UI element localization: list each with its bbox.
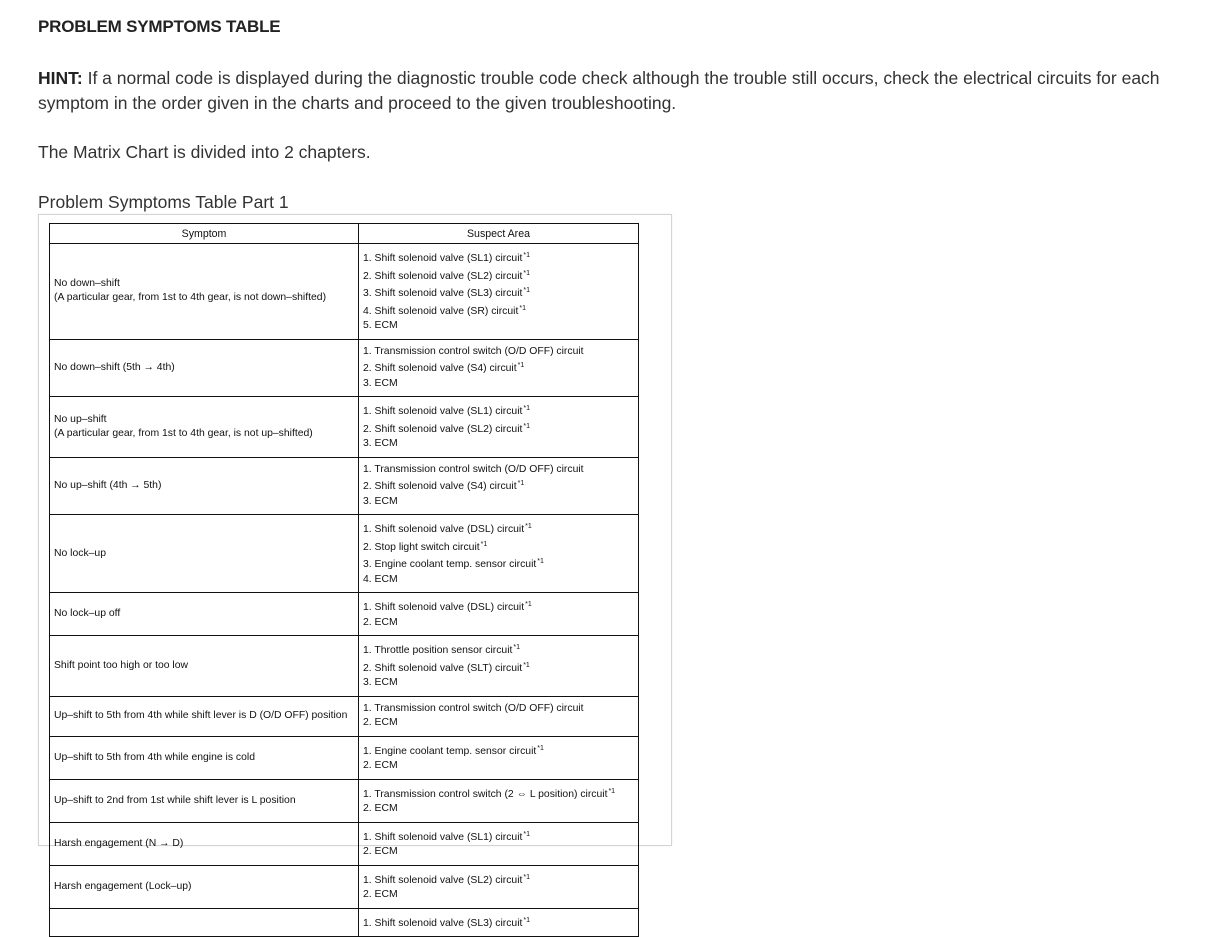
suspect-area-text: 4. Shift solenoid valve (SR) circuit <box>363 305 519 317</box>
suspect-area-text: 1. Shift solenoid valve (DSL) circuit <box>363 524 525 535</box>
matrix-chart-note: The Matrix Chart is divided into 2 chapters. <box>38 142 371 162</box>
footnote-marker: *1 <box>523 269 531 277</box>
suspect-area-item <box>363 463 634 478</box>
table-row <box>50 822 639 865</box>
suspect-area-item <box>363 888 634 903</box>
suspect-area-item <box>363 573 634 588</box>
hint-paragraph <box>38 66 1198 116</box>
hint-label: HINT: <box>38 68 83 88</box>
symptom-line: Up–shift to 5th from 4th while engine is cold <box>54 751 255 763</box>
suspect-area-item <box>363 616 634 631</box>
suspect-area-item <box>363 420 634 438</box>
footnote-marker: *1 <box>513 644 521 651</box>
page-heading: PROBLEM SYMPTOMS TABLE <box>38 17 281 36</box>
suspect-area-cell <box>359 457 639 515</box>
symptom-cell <box>50 908 359 937</box>
suspect-area-text: 1. Shift solenoid valve (SL3) circuit <box>363 917 523 929</box>
table-row <box>50 593 639 636</box>
suspect-area-text: 3. ECM <box>363 677 398 688</box>
table-row <box>50 865 639 908</box>
table-row <box>50 736 639 779</box>
footnote-marker: *1 <box>523 830 531 838</box>
suspect-area-cell <box>359 397 639 458</box>
footnote-marker: *1 <box>523 252 531 259</box>
footnote-marker: *1 <box>537 558 544 565</box>
suspect-area-item <box>363 716 634 731</box>
suspect-area-text: 2. ECM <box>363 760 398 771</box>
symptom-cell <box>50 779 359 822</box>
table-row <box>50 779 639 822</box>
suspect-area-item <box>363 520 634 538</box>
suspect-area-item <box>363 659 634 677</box>
suspect-area-text: 3. Shift solenoid valve (SL3) circuit <box>363 288 523 299</box>
symptom-cell <box>50 593 359 636</box>
table-caption: Problem Symptoms Table Part 1 <box>38 192 289 212</box>
suspect-area-cell <box>359 593 639 636</box>
symptom-line: (A particular gear, from 1st to 4th gear, is not up–shifted) <box>54 427 313 439</box>
suspect-area-text: 3. Engine coolant temp. sensor circuit <box>363 559 537 570</box>
footnote-marker: *1 <box>517 480 525 487</box>
table-row <box>50 244 639 340</box>
suspect-area-text: 3. ECM <box>363 377 398 389</box>
suspect-area-text: 1. Throttle position sensor circuit <box>363 645 513 656</box>
suspect-area-text: 2. Stop light switch circuit <box>363 541 480 553</box>
symptom-cell <box>50 244 359 340</box>
symptom-cell <box>50 822 359 865</box>
footnote-marker: *1 <box>519 304 526 312</box>
suspect-area-item <box>363 555 634 573</box>
suspect-area-cell <box>359 636 639 697</box>
footnote-marker: *1 <box>525 523 532 530</box>
suspect-area-item <box>363 302 634 320</box>
header-symptom: Symptom <box>50 224 359 244</box>
suspect-area-text: 2. ECM <box>363 889 398 900</box>
suspect-area-text: 1. Shift solenoid valve (SL2) circuit <box>363 874 523 886</box>
suspect-area-item <box>363 437 634 452</box>
suspect-area-item <box>363 742 634 760</box>
suspect-area-text: 1. Shift solenoid valve (SL1) circuit <box>363 831 523 843</box>
suspect-area-item <box>363 914 634 932</box>
suspect-area-item <box>363 402 634 420</box>
suspect-area-text: 1. Transmission control switch (O/D OFF) circuit <box>363 702 584 714</box>
suspect-area-item <box>363 676 634 691</box>
suspect-area-text: 2. ECM <box>363 846 398 857</box>
symptom-line: Harsh engagement (Lock–up) <box>54 880 192 892</box>
header-suspect-area: Suspect Area <box>359 224 639 244</box>
table-row <box>50 908 639 937</box>
symptoms-table-image <box>38 214 672 929</box>
footnote-marker: *1 <box>523 661 530 669</box>
footnote-marker: *1 <box>608 787 616 795</box>
suspect-area-text: 1. Shift solenoid valve (SL1) circuit <box>363 253 523 264</box>
suspect-area-item <box>363 828 634 846</box>
suspect-area-cell <box>359 696 639 736</box>
footnote-marker: *1 <box>523 916 531 924</box>
symptom-cell <box>50 736 359 779</box>
footnote-marker: *1 <box>523 287 531 294</box>
suspect-area-item <box>363 345 634 360</box>
suspect-area-cell <box>359 515 639 593</box>
suspect-area-item <box>363 477 634 495</box>
symptom-line: No lock–up <box>54 547 106 559</box>
suspect-area-item <box>363 845 634 860</box>
suspect-area-text: 2. Shift solenoid valve (SL2) circuit <box>363 270 523 282</box>
suspect-area-item <box>363 284 634 302</box>
suspect-area-text: 2. ECM <box>363 616 398 628</box>
suspect-area-item <box>363 319 634 334</box>
symptom-line: Shift point too high or too low <box>54 659 189 671</box>
suspect-area-text: 3. ECM <box>363 438 398 449</box>
suspect-area-cell <box>359 865 639 908</box>
symptom-cell <box>50 515 359 593</box>
suspect-area-item <box>363 641 634 659</box>
suspect-area-item <box>363 702 634 717</box>
suspect-area-text: 2. Shift solenoid valve (S4) circuit <box>363 481 517 492</box>
suspect-area-text: 1. Transmission control switch (2 ⇔ L position) circuit <box>363 788 608 800</box>
suspect-area-text: 1. Transmission control switch (O/D OFF) circuit <box>363 463 584 475</box>
footnote-marker: *1 <box>525 601 532 608</box>
footnote-marker: *1 <box>523 422 531 430</box>
suspect-area-item <box>363 598 634 616</box>
suspect-area-text: 2. Shift solenoid valve (SL2) circuit <box>363 423 523 435</box>
symptom-line: Harsh engagement (N → D) <box>54 837 184 849</box>
suspect-area-item <box>363 249 634 267</box>
table-row <box>50 636 639 697</box>
suspect-area-text: 1. Shift solenoid valve (SL1) circuit <box>363 406 523 417</box>
suspect-area-text: 4. ECM <box>363 573 398 585</box>
symptom-line: Up–shift to 2nd from 1st while shift lever is L position <box>54 794 296 806</box>
symptom-cell <box>50 339 359 397</box>
footnote-marker: *1 <box>480 540 488 548</box>
suspect-area-text: 2. Shift solenoid valve (SLT) circuit <box>363 662 523 674</box>
symptom-line: No up–shift (4th → 5th) <box>54 479 162 491</box>
table-row <box>50 339 639 397</box>
suspect-area-text: 3. ECM <box>363 495 398 507</box>
suspect-area-cell <box>359 908 639 937</box>
symptom-cell <box>50 397 359 458</box>
table-row <box>50 696 639 736</box>
problem-symptoms-table <box>49 223 639 937</box>
suspect-area-text: 1. Engine coolant temp. sensor circuit <box>363 745 537 757</box>
suspect-area-item <box>363 871 634 889</box>
suspect-area-item <box>363 495 634 510</box>
table-row <box>50 515 639 593</box>
suspect-area-item <box>363 785 634 803</box>
suspect-area-cell <box>359 736 639 779</box>
suspect-area-text: 5. ECM <box>363 320 398 331</box>
footnote-marker: *1 <box>523 405 531 412</box>
suspect-area-text: 2. ECM <box>363 803 398 814</box>
symptom-cell <box>50 636 359 697</box>
suspect-area-item <box>363 377 634 392</box>
footnote-marker: *1 <box>537 744 544 752</box>
table-header-row <box>50 224 639 244</box>
symptom-line: (A particular gear, from 1st to 4th gear, is not down–shifted) <box>54 292 327 304</box>
symptom-line: Up–shift to 5th from 4th while shift lever is D (O/D OFF) position <box>54 710 348 721</box>
suspect-area-cell <box>359 822 639 865</box>
table-row <box>50 397 639 458</box>
suspect-area-item <box>363 802 634 817</box>
symptom-cell <box>50 457 359 515</box>
symptom-line: No lock–up off <box>54 608 121 619</box>
suspect-area-item <box>363 267 634 285</box>
footnote-marker: *1 <box>517 362 525 369</box>
suspect-area-text: 2. Shift solenoid valve (S4) circuit <box>363 363 517 374</box>
suspect-area-item <box>363 359 634 377</box>
symptom-cell <box>50 696 359 736</box>
suspect-area-text: 1. Transmission control switch (O/D OFF) circuit <box>363 345 584 357</box>
suspect-area-item <box>363 759 634 774</box>
symptom-line: No down–shift <box>54 278 120 290</box>
suspect-area-cell <box>359 244 639 340</box>
symptom-line: No up–shift <box>54 413 107 425</box>
suspect-area-cell <box>359 779 639 822</box>
table-row <box>50 457 639 515</box>
suspect-area-text: 2. ECM <box>363 717 398 728</box>
table-body <box>50 244 639 937</box>
footnote-marker: *1 <box>523 873 531 881</box>
suspect-area-cell <box>359 339 639 397</box>
hint-text: If a normal code is displayed during the diagnostic trouble code check although the trouble still occurs, check the electrical circuits for each symptom in the order given in the charts and proceed to the given troubleshooting. <box>38 68 1160 113</box>
suspect-area-item <box>363 538 634 556</box>
suspect-area-text: 1. Shift solenoid valve (DSL) circuit <box>363 602 525 613</box>
symptom-cell <box>50 865 359 908</box>
symptom-line: No down–shift (5th → 4th) <box>54 361 175 373</box>
